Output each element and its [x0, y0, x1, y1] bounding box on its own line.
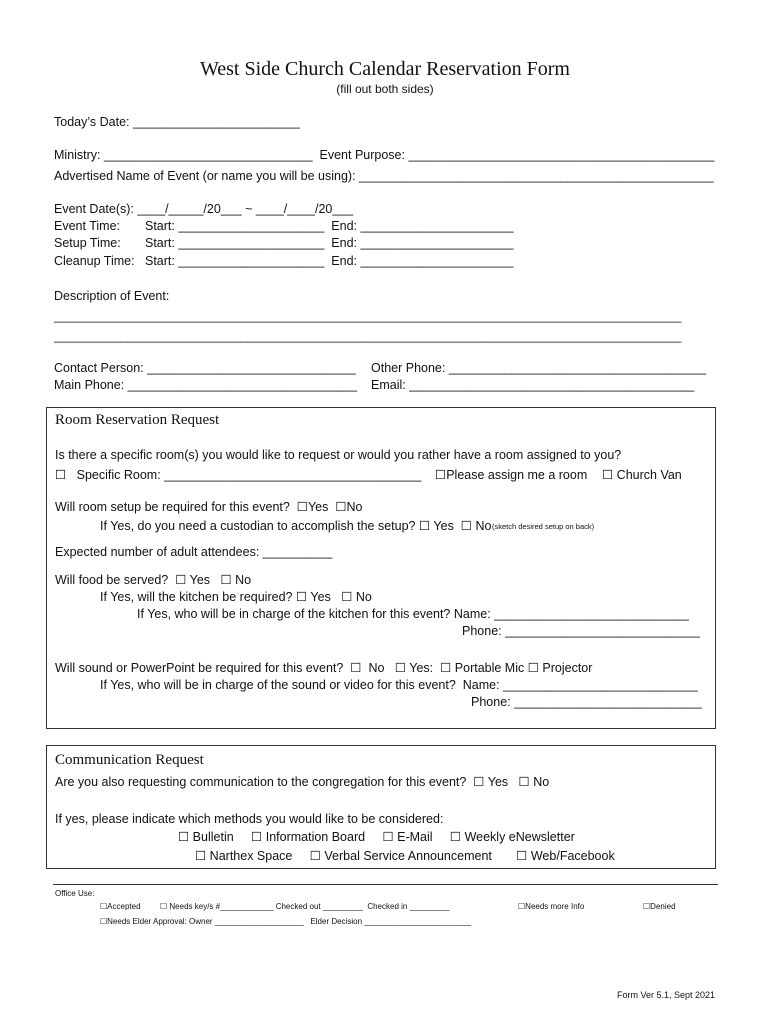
todays-date-field[interactable]: Today’s Date: ________________________: [54, 115, 300, 129]
office-divider: [53, 884, 718, 885]
email-field[interactable]: Email: _________________________________________: [371, 378, 695, 392]
kitchen-contact-phone[interactable]: Phone: ____________________________: [462, 624, 700, 638]
sound-contact-phone[interactable]: Phone: ___________________________: [471, 695, 702, 709]
description-line-1[interactable]: ______________________________________________________________________________________________: [54, 309, 682, 323]
setup-time-label: Setup Time:: [54, 236, 121, 250]
methods-row-2[interactable]: ☐ Narthex Space ☐ Verbal Service Announcement ☐ Web/Facebook: [195, 849, 615, 863]
accepted-checkbox[interactable]: ☐Accepted: [100, 902, 141, 911]
custodian-note: (sketch desired setup on back): [492, 522, 595, 531]
communication-question[interactable]: Are you also requesting communication to the congregation for this event? ☐ Yes ☐ No: [55, 775, 550, 789]
room-question: Is there a specific room(s) you would like to request or would you rather have a room assigned to you?: [55, 448, 622, 462]
event-time-label: Event Time:: [54, 219, 120, 233]
event-time-start-end[interactable]: Start: _____________________ End: ______________________: [145, 219, 514, 233]
form-subtitle: (fill out both sides): [336, 82, 434, 96]
form-version: Form Ver 5.1, Sept 2021: [617, 990, 716, 1000]
needs-keys-field[interactable]: ☐ Needs key/s #____________ Checked out _________ Checked in _________: [160, 902, 450, 911]
methods-question: If yes, please indicate which methods you would like to be considered:: [55, 812, 444, 826]
food-question[interactable]: Will food be served? ☐ Yes ☐ No: [55, 573, 252, 587]
description-line-2[interactable]: ______________________________________________________________________________________________: [54, 329, 682, 343]
custodian-question[interactable]: If Yes, do you need a custodian to accomplish the setup? ☐ Yes ☐ No: [100, 519, 492, 533]
other-phone-field[interactable]: Other Phone: _____________________________________: [371, 361, 707, 375]
sound-contact-name[interactable]: If Yes, who will be in charge of the sound or video for this event? Name: ____________________________: [100, 678, 698, 692]
denied-checkbox[interactable]: ☐Denied: [643, 902, 676, 911]
communication-heading: Communication Request: [55, 752, 204, 768]
cleanup-time-label: Cleanup Time:: [54, 254, 135, 268]
methods-row-1[interactable]: ☐ Bulletin ☐ Information Board ☐ E-Mail ☐ Weekly eNewsletter: [178, 830, 575, 844]
elder-approval-field[interactable]: ☐Needs Elder Approval: Owner ____________________ Elder Decision ________________________: [100, 917, 472, 926]
setup-time-start-end[interactable]: Start: _____________________ End: ______________________: [145, 236, 514, 250]
room-reservation-heading: Room Reservation Request: [55, 412, 220, 428]
advertised-name-field[interactable]: Advertised Name of Event (or name you will be using): ___________________________________________________: [54, 169, 714, 183]
kitchen-question[interactable]: If Yes, will the kitchen be required? ☐ Yes ☐ No: [100, 590, 372, 604]
needs-info-checkbox[interactable]: ☐Needs more Info: [518, 902, 585, 911]
event-dates-field[interactable]: Event Date(s): ____/_____/20___ ~ ____/____/20___: [54, 202, 354, 216]
assign-room-checkbox[interactable]: ☐Please assign me a room: [435, 468, 588, 482]
setup-question[interactable]: Will room setup be required for this event? ☐Yes ☐No: [55, 500, 363, 514]
form-title: West Side Church Calendar Reservation Form: [200, 58, 570, 80]
ministry-purpose-line[interactable]: Ministry: ______________________________ Event Purpose: ____________________________________________: [54, 148, 715, 162]
specific-room-field[interactable]: ☐ Specific Room: _____________________________________: [55, 468, 422, 482]
kitchen-contact-name[interactable]: If Yes, who will be in charge of the kitchen for this event? Name: ____________________________: [137, 607, 689, 621]
office-use-label: Office Use:: [55, 889, 95, 898]
description-label: Description of Event:: [54, 289, 170, 303]
contact-person-field[interactable]: Contact Person: ______________________________: [54, 361, 356, 375]
church-van-checkbox[interactable]: ☐ Church Van: [602, 468, 682, 482]
main-phone-field[interactable]: Main Phone: _________________________________: [54, 378, 358, 392]
cleanup-time-start-end[interactable]: Start: _____________________ End: ______________________: [145, 254, 514, 268]
attendees-field[interactable]: Expected number of adult attendees: __________: [55, 545, 333, 559]
sound-question[interactable]: Will sound or PowerPoint be required for this event? ☐ No ☐ Yes: ☐ Portable Mic ☐ Projector: [55, 661, 593, 675]
